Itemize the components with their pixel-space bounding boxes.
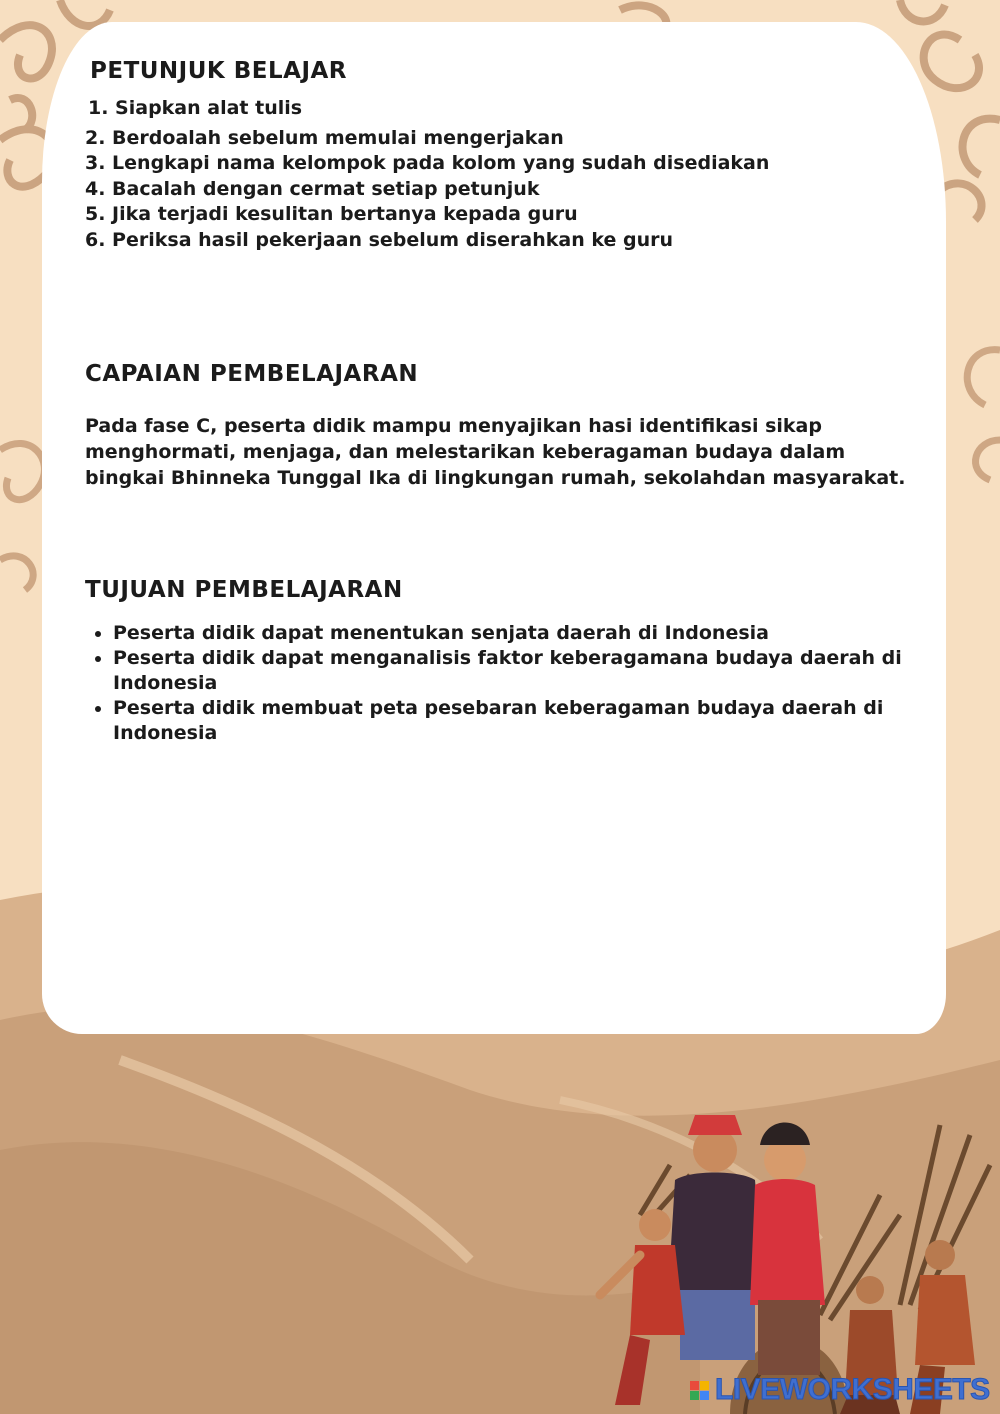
liveworksheets-logo-icon — [690, 1381, 709, 1400]
petunjuk-list — [85, 96, 925, 253]
list-item: • Peserta didik dapat menentukan senjata daerah di Indonesia — [113, 621, 925, 646]
liveworksheets-watermark — [690, 1372, 990, 1408]
list-item: • Peserta didik dapat menganalisis faktor keberagamana budaya daerah di Indonesia — [113, 646, 925, 696]
list-item: 6. Periksa hasil pekerjaan sebelum diserahkan ke guru — [85, 228, 673, 251]
traditional-dancers-illustration — [580, 1105, 1000, 1414]
list-item: • Peserta didik membuat peta pesebaran keberagaman budaya daerah di Indonesia — [113, 696, 925, 746]
tujuan-title: TUJUAN PEMBELAJARAN — [85, 577, 403, 603]
petunjuk-title: PETUNJUK BELAJAR — [90, 58, 348, 84]
capaian-text: Pada fase C, peserta didik mampu menyajikan hasi identifikasi sikap menghormati, menjaga, dan melestarikan keberagaman budaya dalam bingkai Bhinneka Tunggal Ika di lingkungan rumah, sekolahdan masyarakat. — [85, 415, 906, 489]
list-item: 4. Bacalah dengan cermat setiap petunjuk — [85, 177, 540, 200]
list-item: 1. Siapkan alat tulis — [88, 97, 303, 119]
tujuan-list — [85, 621, 925, 746]
content-area — [85, 58, 925, 746]
list-item: 2. Berdoalah sebelum memulai mengerjakan — [85, 126, 564, 149]
list-item: 5. Jika terjadi kesulitan bertanya kepada guru — [85, 203, 578, 225]
list-item: 3. Lengkapi nama kelompok pada kolom yang sudah disediakan — [85, 152, 770, 174]
capaian-title: CAPAIAN PEMBELAJARAN — [85, 361, 419, 387]
watermark-text: LIVEWORKSHEETS — [715, 1373, 990, 1406]
